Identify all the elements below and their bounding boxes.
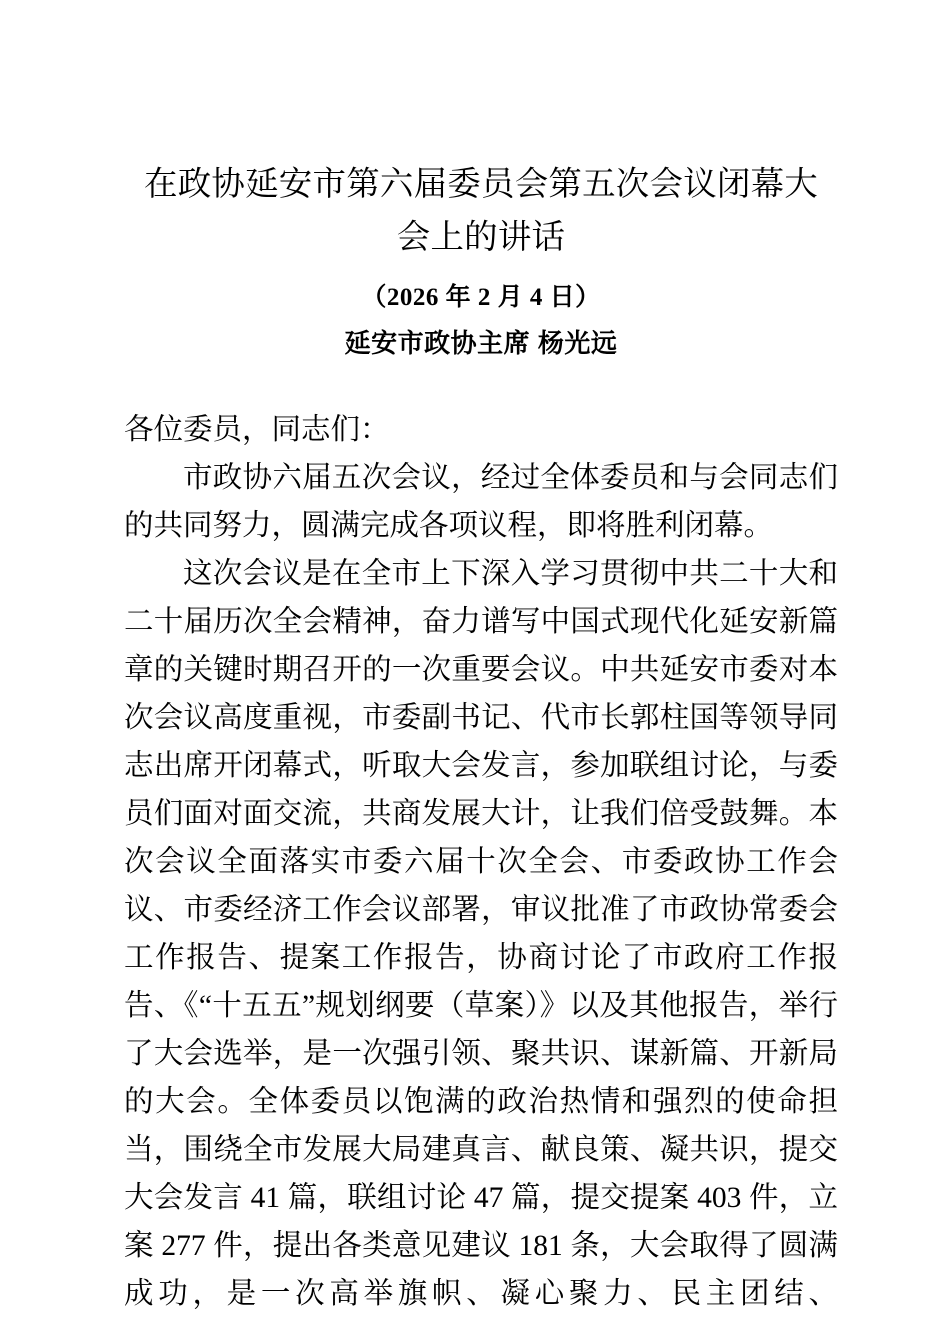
- title-line-1: 在政协延安市第六届委员会第五次会议闭幕大: [144, 166, 818, 203]
- title-line-2: 会上的讲话: [396, 219, 566, 256]
- paragraph-2: 这次会议是在全市上下深入学习贯彻中共二十大和二十届历次全会精神，奋力谱写中国式现代化延安新篇章的关键时期召开的一次重要会议。中共延安市委对本次会议高度重视，市委副书记、代市长郭柱国等领导同志出席开闭幕式，听取大会发言，参加联组讨论，与委员们面对面交流，共商发展大计，让我们倍受鼓舞。本次会议全面落实市委六届十次全会、市委政协工作会议、市委经济工作会议部署，审议批准了市政协常委会工作报告、提案工作报告，协商讨论了市政府工作报告、《“十五五”规划纲要（草案）》以及其他报告，举行了大会选举，是一次强引领、聚共识、谋新篇、开新局的大会。全体委员以饱满的政治热情和强烈的使命担当，围绕全市发展大局建真言、献良策、凝共识，提交大会发言 41 篇，联组讨论 47 篇，提交提案 403 件，立案 277 件，提出各类意见建议 181 条，大会取得了圆满成功，是一次高举旗帜、凝心聚力、民主团结、: [124, 558, 838, 1310]
- paragraph-1: 市政协六届五次会议，经过全体委员和与会同志们的共同努力，圆满完成各项议程，即将胜利闭幕。: [124, 462, 838, 542]
- document-date: （2026 年 2 月 4 日）: [361, 284, 601, 311]
- salutation-line: 各位委员，同志们：: [124, 414, 390, 446]
- document-body: [124, 362, 838, 1318]
- page-title: [124, 0, 838, 264]
- document-author: 延安市政协主席 杨光远: [344, 328, 618, 358]
- document-content-area: [124, 0, 838, 1318]
